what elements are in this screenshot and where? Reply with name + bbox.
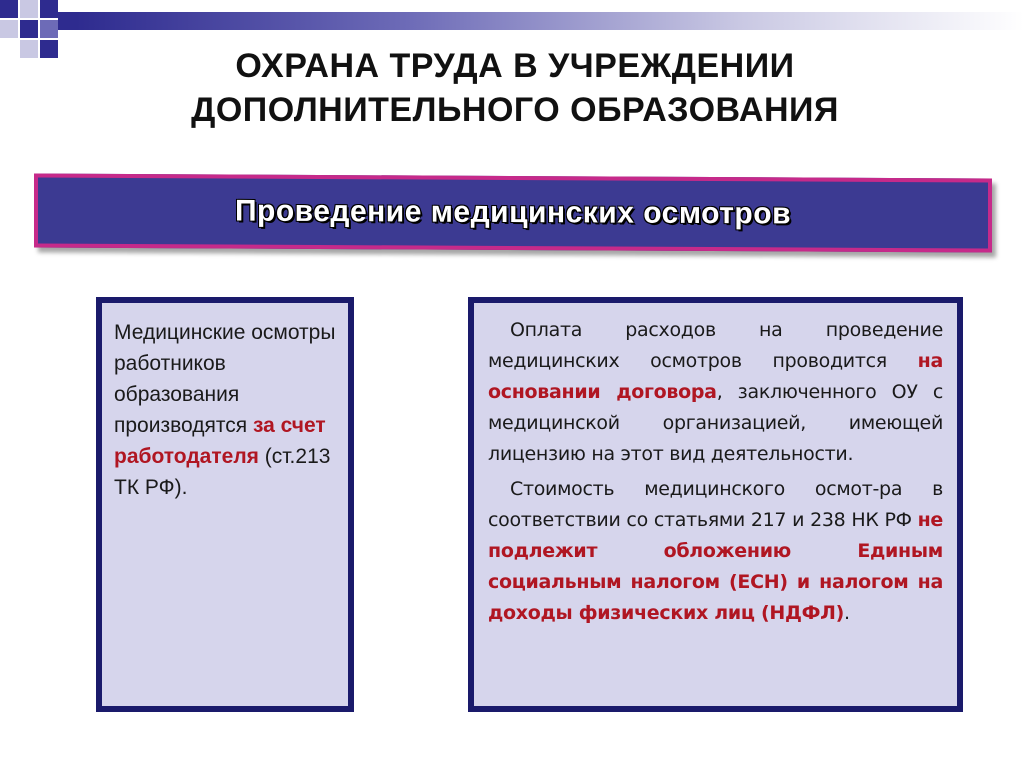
section-banner <box>34 173 992 252</box>
title-line-2: ДОПОЛНИТЕЛЬНОГО ОБРАЗОВАНИЯ <box>191 91 839 129</box>
p2-start: Стоимость медицинского осмот-ра в соответствии со статьями 217 и 238 НК РФ <box>488 478 943 531</box>
left-info-box <box>96 297 354 712</box>
p1-highlight: на основании договора <box>488 350 943 403</box>
banner-text: Проведение медицинских осмотров <box>234 194 792 231</box>
right-paragraph-1 <box>488 315 943 470</box>
title-line-1: ОХРАНА ТРУДА В УЧРЕЖДЕНИИ <box>235 47 795 85</box>
left-highlight-text: за счет работодателя <box>114 414 326 468</box>
p1-start: Оплата расходов на проведение медицинских осмотров проводится <box>488 319 943 372</box>
p2-highlight: не подлежит обложению Единым социальным налогом (ЕСН) и налогом на доходы физических лиц (НДФЛ) <box>488 509 943 624</box>
right-paragraph-2 <box>488 474 943 629</box>
right-info-box <box>468 297 963 712</box>
p2-end: . <box>843 602 850 624</box>
left-plain-text: Медицинские осмотры работников образования производятся <box>114 321 336 437</box>
p1-end: , заключенного ОУ с медицинской организацией, имеющей лицензию на этот вид деятельности. <box>488 381 944 465</box>
left-suffix-text: (ст.213 ТК РФ). <box>114 445 331 499</box>
left-info-text <box>114 317 338 503</box>
page-title <box>100 44 930 132</box>
decor-top-bar <box>76 12 1024 30</box>
